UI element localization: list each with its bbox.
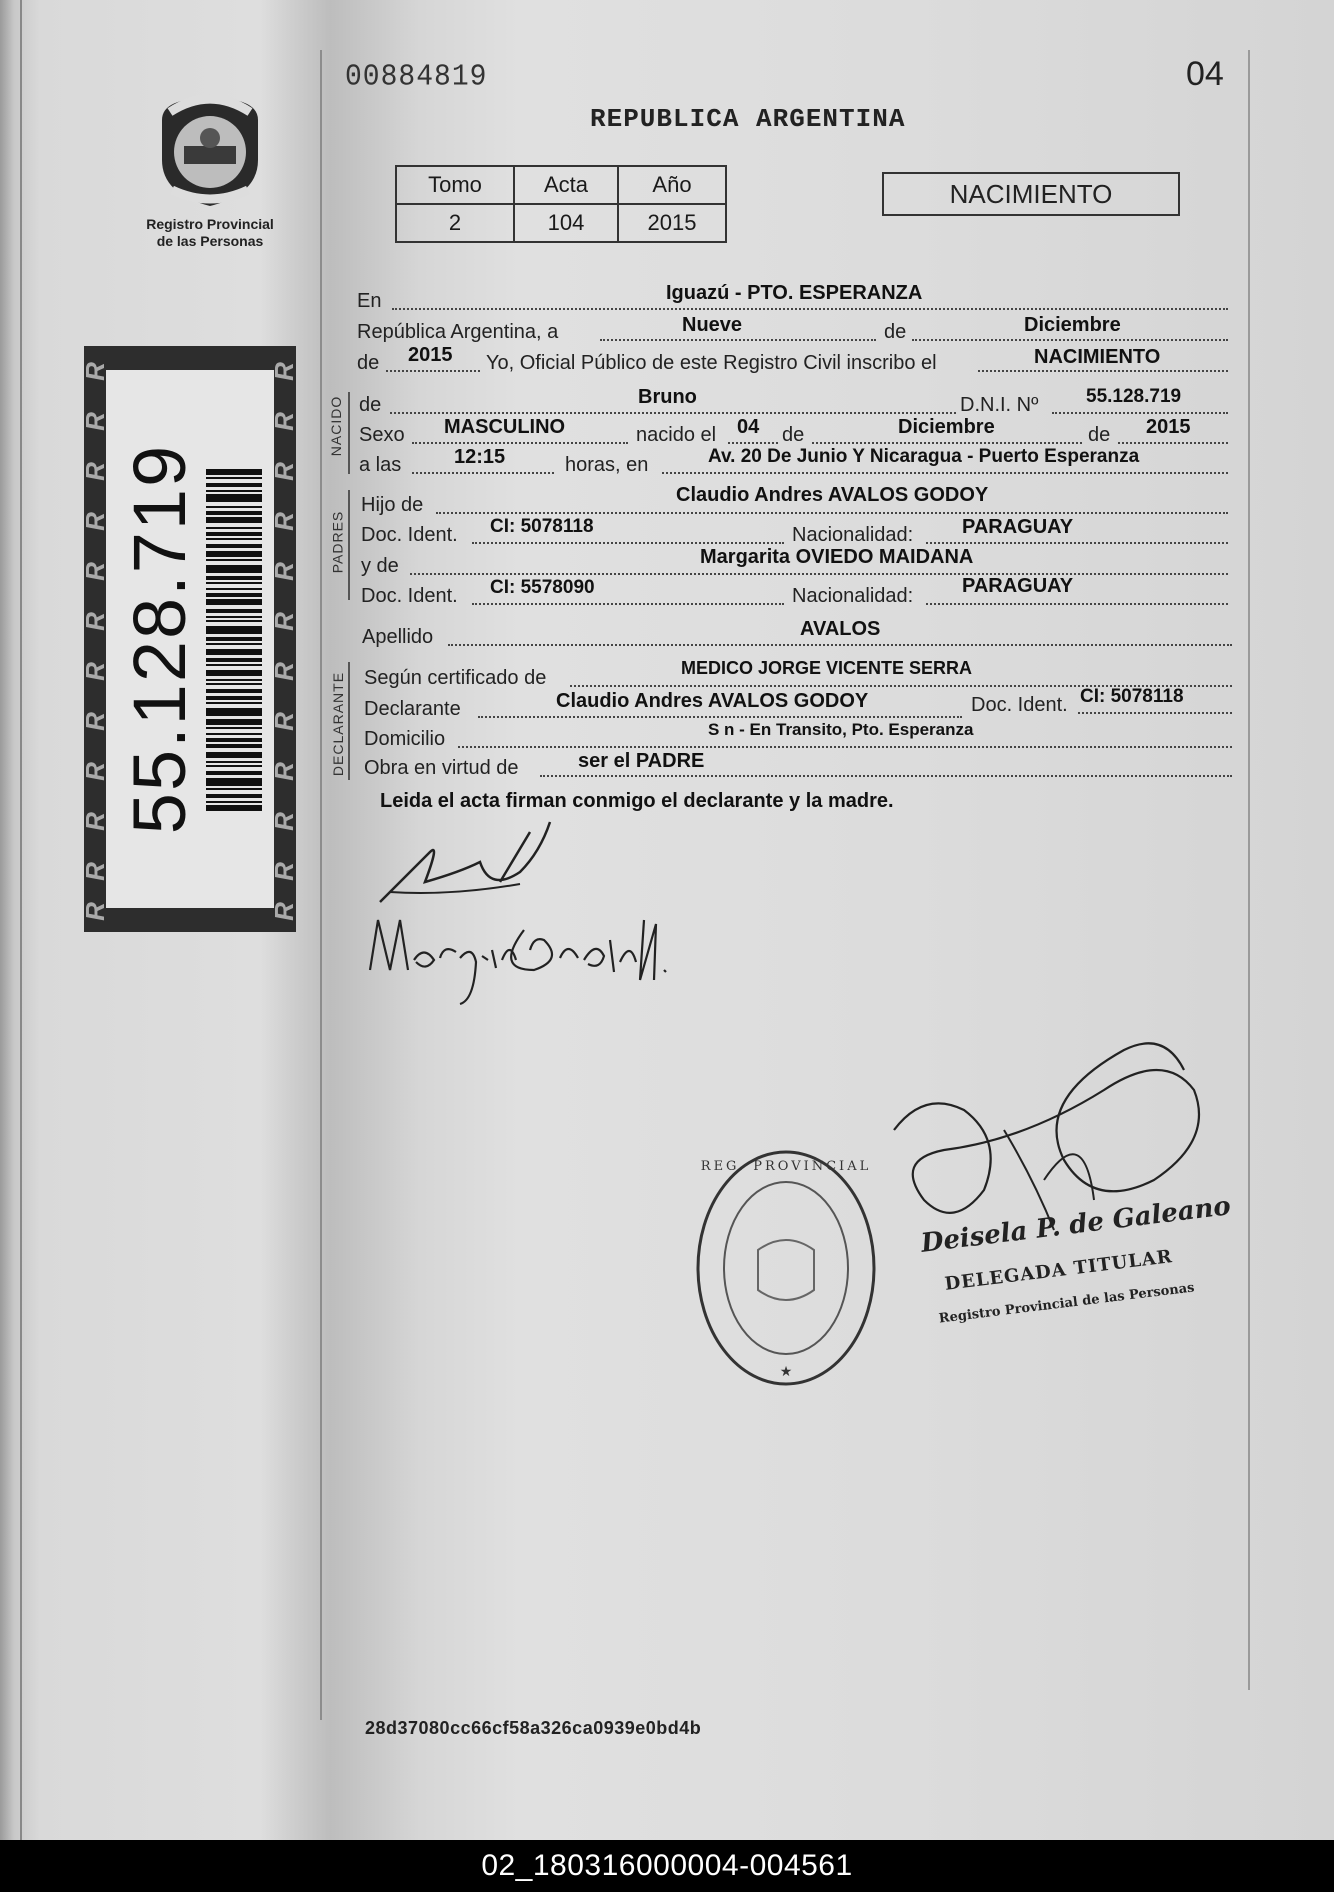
- dots-anio-nac: [1118, 442, 1228, 444]
- barcode-bar: [206, 659, 262, 663]
- value-mes-nac: Diciembre: [898, 416, 995, 438]
- barcode-bar: [206, 507, 262, 509]
- security-pattern-glyph: R: [79, 662, 110, 681]
- label-nacido-el: nacido el: [636, 424, 717, 446]
- security-pattern-glyph: R: [79, 712, 110, 731]
- label-y-de: y de: [361, 555, 399, 577]
- barcode-bar: [206, 512, 262, 516]
- value-nombre: Bruno: [638, 386, 697, 408]
- svg-text:REG. PROVINCIAL: REG. PROVINCIAL: [700, 1159, 872, 1174]
- barcode-rotated: [106, 370, 274, 908]
- barcode-panel: [79, 346, 300, 932]
- value-padre-nac: PARAGUAY: [962, 516, 1074, 538]
- barcode-number: 55.128.719: [118, 443, 201, 835]
- value-tomo: 2: [396, 204, 514, 242]
- barcode-bar: [206, 779, 262, 787]
- label-republica: República Argentina, a: [357, 321, 559, 343]
- official-stamp-name: Deisela P. de Galeano: [919, 1191, 1233, 1259]
- barcode-bar: [206, 753, 262, 759]
- security-pattern-glyph: R: [79, 562, 110, 581]
- barcode-bar: [206, 684, 262, 686]
- label-horas-en: horas, en: [565, 454, 649, 476]
- value-mes-inscripcion: Diciembre: [1024, 314, 1121, 336]
- value-madre: Margarita OVIEDO MAIDANA: [700, 546, 974, 568]
- value-padre: Claudio Andres AVALOS GODOY: [676, 484, 989, 506]
- barcode-bar: [206, 772, 262, 776]
- value-certificado: MEDICO JORGE VICENTE SERRA: [681, 658, 973, 678]
- barcode-bar: [206, 728, 262, 730]
- barcode-bar: [206, 600, 262, 606]
- header-tomo: Tomo: [396, 166, 514, 204]
- value-hora: 12:15: [454, 446, 506, 468]
- label-nacionalidad2: Nacionalidad:: [792, 585, 914, 607]
- dots-en: [392, 308, 1228, 310]
- barcode-bar: [206, 560, 262, 562]
- dots-anio-inscripcion: [386, 370, 480, 372]
- section-label-declarante: DECLARANTE: [330, 671, 347, 777]
- value-anio-nac: 2015: [1146, 416, 1191, 438]
- barcode-bar: [206, 789, 262, 791]
- label-yo-oficial: Yo, Oficial Público de este Registro Civil inscribo el: [486, 352, 937, 374]
- dots-dia-inscripcion: [600, 339, 876, 341]
- security-pattern-glyph: R: [79, 762, 110, 781]
- document-title: REPUBLICA ARGENTINA: [590, 104, 906, 134]
- section-label-nacido: NACIDO: [328, 395, 345, 457]
- barcode-bar: [206, 766, 262, 768]
- dots-nombre: [390, 412, 956, 414]
- dots-domicilio: [458, 746, 1232, 748]
- value-acta: 104: [514, 204, 618, 242]
- dots-mes-inscripcion: [912, 339, 1228, 341]
- dots-sexo: [412, 442, 628, 444]
- label-de-month: de: [884, 321, 907, 343]
- svg-text:★: ★: [779, 1363, 793, 1379]
- barcode-bar: [206, 734, 262, 736]
- label-doc-ident2: Doc. Ident.: [361, 585, 458, 607]
- label-domicilio: Domicilio: [364, 728, 446, 750]
- page-number: 04: [1186, 55, 1224, 93]
- barcode-bar: [206, 552, 262, 558]
- security-pattern-glyph: R: [269, 512, 300, 531]
- barcode-bar: [206, 495, 262, 503]
- dots-dni: [1052, 412, 1228, 414]
- label-apellido: Apellido: [362, 626, 434, 648]
- label-a-las: a las: [359, 454, 402, 476]
- header-acta: Acta: [514, 166, 618, 204]
- barcode-bar: [206, 566, 262, 574]
- logo-caption: [128, 216, 292, 250]
- dots-madre: [410, 573, 1228, 575]
- register-table: [395, 165, 727, 243]
- barcode-bar: [206, 720, 262, 726]
- barcode-bar: [206, 621, 262, 623]
- value-apellido: AVALOS: [800, 618, 881, 640]
- security-pattern-glyph: R: [79, 512, 110, 531]
- security-pattern-glyph: R: [79, 862, 110, 881]
- section-label-padres: PADRES: [329, 510, 346, 574]
- dots-mes-nac: [812, 442, 1082, 444]
- barcode-bars: [206, 467, 262, 812]
- label-obra: Obra en virtud de: [364, 757, 519, 779]
- barcode-bar: [206, 589, 262, 591]
- value-declarante-doc: CI: 5078118: [1080, 686, 1184, 707]
- dots-dia-nac: [728, 442, 778, 444]
- barcode-bar: [206, 762, 262, 764]
- barcode-bar: [206, 680, 262, 682]
- security-pattern-glyph: R: [79, 612, 110, 631]
- serial-number: 00884819: [345, 60, 488, 95]
- logo-caption-line2: de las Personas: [156, 233, 264, 249]
- barcode-bar: [206, 703, 262, 705]
- barcode-bar: [206, 638, 262, 642]
- barcode-bar: [206, 491, 262, 493]
- security-pattern-glyph: R: [269, 362, 300, 381]
- security-pattern-glyph: R: [269, 612, 300, 631]
- value-acto: NACIMIENTO: [1034, 346, 1161, 368]
- label-dni: D.N.I. Nº: [960, 394, 1039, 416]
- header-anio: Año: [618, 166, 726, 204]
- barcode-bar: [206, 518, 262, 524]
- barcode-bar: [206, 528, 262, 530]
- right-margin-rule: [1248, 50, 1250, 1690]
- barcode-label: [106, 370, 274, 908]
- barcode-bar: [206, 627, 262, 635]
- value-obra: ser el PADRE: [578, 750, 705, 772]
- label-doc-ident3: Doc. Ident.: [971, 694, 1068, 716]
- barcode-bar: [206, 690, 262, 694]
- label-doc-ident: Doc. Ident.: [361, 524, 458, 546]
- barcode-bar: [206, 739, 262, 743]
- value-sexo: MASCULINO: [444, 416, 566, 438]
- barcode-bar: [206, 806, 262, 812]
- security-pattern-glyph: R: [79, 812, 110, 831]
- value-anio-inscripcion: 2015: [408, 344, 453, 366]
- security-pattern-glyph: R: [269, 762, 300, 781]
- label-sexo: Sexo: [359, 424, 405, 446]
- barcode-bar: [206, 583, 262, 585]
- fold-line: [20, 0, 22, 1840]
- label-declarante: Declarante: [364, 698, 461, 720]
- dots-madre-nac: [926, 603, 1228, 605]
- dots-apellido: [448, 644, 1232, 646]
- value-padre-doc: CI: 5078118: [490, 516, 594, 537]
- barcode-bar: [206, 617, 262, 619]
- dots-declarante-doc: [1078, 712, 1232, 714]
- value-anio: 2015: [618, 204, 726, 242]
- security-pattern-glyph: R: [269, 462, 300, 481]
- label-nacionalidad: Nacionalidad:: [792, 524, 914, 546]
- barcode-bar: [206, 610, 262, 614]
- security-pattern-glyph: R: [79, 412, 110, 431]
- security-pattern-glyph: R: [269, 412, 300, 431]
- label-de-name: de: [359, 394, 382, 416]
- security-pattern-glyph: R: [79, 462, 110, 481]
- barcode-bar: [206, 671, 262, 677]
- logo-caption-line1: Registro Provincial: [146, 216, 274, 232]
- label-segun-cert: Según certificado de: [364, 667, 547, 689]
- value-dia-nac: 04: [737, 416, 760, 438]
- barcode-bar: [206, 745, 262, 749]
- security-pattern-glyph: R: [79, 362, 110, 381]
- security-pattern-glyph: R: [269, 562, 300, 581]
- value-lugar-nac: Av. 20 De Junio Y Nicaragua - Puerto Esperanza: [708, 446, 1140, 467]
- barcode-bar: [206, 533, 262, 537]
- document-hash: 28d37080cc66cf58a326ca0939e0bd4b: [365, 1718, 702, 1738]
- dots-padre-doc: [472, 542, 784, 544]
- barcode-bar: [206, 577, 262, 581]
- closing-note: Leida el acta firman conmigo el declarante y la madre.: [380, 790, 894, 812]
- barcode-bar: [206, 478, 262, 480]
- barcode-bar: [206, 484, 262, 488]
- security-pattern-glyph: R: [269, 712, 300, 731]
- value-dni: 55.128.719: [1086, 386, 1182, 407]
- value-domicilio: S n - En Transito, Pto. Esperanza: [708, 720, 974, 739]
- security-pattern-glyph: R: [269, 662, 300, 681]
- value-declarante: Claudio Andres AVALOS GODOY: [556, 690, 869, 712]
- dots-padre: [436, 512, 1228, 514]
- label-hijo-de: Hijo de: [361, 494, 424, 516]
- bracket-declarante: [348, 662, 350, 780]
- security-pattern-glyph: R: [79, 902, 110, 921]
- dots-obra: [540, 775, 1232, 777]
- label-de-b1: de: [782, 424, 805, 446]
- barcode-bar: [206, 470, 262, 476]
- value-lugar: Iguazú - PTO. ESPERANZA: [666, 282, 923, 304]
- security-pattern-glyph: R: [269, 902, 300, 921]
- mother-signature: [364, 900, 684, 1010]
- barcode-bar: [206, 709, 262, 717]
- bracket-padres: [348, 490, 350, 600]
- dots-madre-doc: [472, 603, 784, 605]
- certificate-type-box: NACIMIENTO: [882, 172, 1180, 216]
- barcode-bar: [206, 644, 262, 646]
- declarante-signature: [370, 812, 590, 912]
- barcode-bar: [206, 594, 262, 598]
- margin-rule: [320, 50, 322, 1720]
- value-madre-nac: PARAGUAY: [962, 575, 1074, 597]
- barcode-bar: [206, 650, 262, 656]
- dots-acto: [978, 370, 1228, 372]
- barcode-bar: [206, 545, 262, 549]
- round-stamp: [688, 1140, 884, 1396]
- dots-hora: [412, 472, 554, 474]
- security-pattern-glyph: R: [269, 812, 300, 831]
- security-pattern-glyph: R: [269, 862, 300, 881]
- dots-lugar-nac: [662, 472, 1228, 474]
- barcode-bar: [206, 795, 262, 799]
- barcode-bar: [206, 802, 262, 804]
- value-dia-inscripcion: Nueve: [682, 314, 743, 336]
- dots-declarante: [478, 716, 962, 718]
- footer-file-id: 02_180316000004-004561: [0, 1840, 1334, 1892]
- label-de-b2: de: [1088, 424, 1111, 446]
- barcode-bar: [206, 665, 262, 667]
- label-en: En: [357, 290, 382, 312]
- dots-padre-nac: [926, 542, 1228, 544]
- label-de-year: de: [357, 352, 380, 374]
- official-stamp-role: DELEGADA TITULAR: [943, 1246, 1174, 1295]
- misiones-shield-logo: [148, 90, 272, 210]
- barcode-bar: [206, 697, 262, 701]
- bracket-nacido: [348, 392, 350, 474]
- value-madre-doc: CI: 5578090: [490, 577, 595, 598]
- barcode-bar: [206, 539, 262, 541]
- official-stamp-office: Registro Provincial de las Personas: [938, 1280, 1196, 1327]
